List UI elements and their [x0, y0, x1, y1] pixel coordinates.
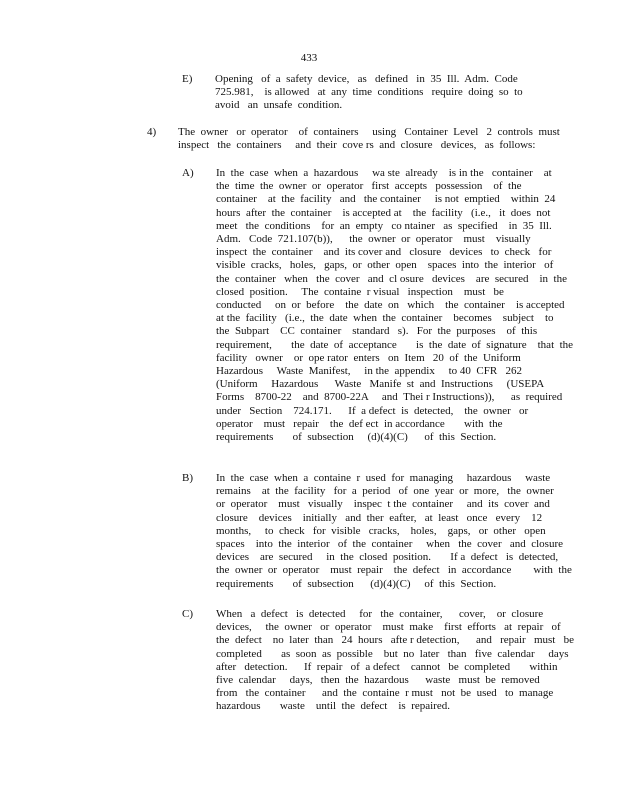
- text-line: operator must repair the def ect in accordance with the: [216, 417, 503, 430]
- text-line: (Uniform Hazardous Waste Manife st and Instructions (USEPA: [216, 378, 545, 391]
- text-line: the defect no later than 24 hours afte r detection, and repair must be: [216, 634, 574, 647]
- item-a-text: [216, 167, 574, 444]
- text-line: In the case when a hazardous wa ste already is in the container at: [216, 167, 552, 179]
- text-line: completed as soon as possible but no later than five calendar days: [216, 647, 569, 660]
- text-line: requirements of subsection (d)(4)(C) of this Section.: [216, 431, 497, 444]
- text-line: conducted on or before the date on which the container is accepted: [216, 299, 565, 312]
- item-e-marker: E): [182, 73, 193, 85]
- text-line: the Subpart CC container standard s). For the purposes of this: [216, 325, 538, 338]
- text-line: under Section 724.171. If a defect is detected, the owner or: [216, 404, 529, 417]
- text-line: closed position. The containe r visual inspection must be: [216, 285, 504, 298]
- text-line: spaces into the interior of the container when the cover and closure: [216, 538, 563, 551]
- item-b-text: [216, 472, 572, 591]
- text-line: the owner or operator must repair the defect in accordance with the: [216, 564, 572, 577]
- text-line: container at the facility and the container is not emptied within 24: [216, 193, 556, 206]
- text-line: avoid an unsafe condition.: [215, 99, 343, 112]
- text-line: 725.981, is allowed at any time conditions require doing so to: [215, 86, 523, 99]
- text-line: the container when the cover and cl osure devices are secured in the: [216, 272, 567, 285]
- text-line: Adm. Code 721.107(b)), the owner or operator must visually: [216, 233, 531, 246]
- text-line: after detection. If repair of a defect cannot be completed within: [216, 660, 558, 673]
- text-line: or operator must visually inspec t the container and its cover and: [216, 498, 550, 511]
- text-line: hours after the container is accepted at the facility (i.e., it does not: [216, 206, 551, 219]
- text-line: closure devices initially and ther eafter, at least once every 12: [216, 511, 543, 524]
- text-line: Opening of a safety device, as defined in 35 Ill. Adm. Code: [215, 73, 518, 85]
- text-line: Forms 8700-22 and 8700-22A and Thei r Instructions)), as required: [216, 391, 563, 404]
- text-line: five calendar days, then the hazardous waste must be removed: [216, 674, 540, 687]
- item-a-marker: A): [182, 167, 194, 179]
- text-line: In the case when a containe r used for managing hazardous waste: [216, 472, 551, 484]
- item-c-text: [216, 608, 574, 714]
- text-line: meet the conditions for an empty co ntainer as specified in 35 Ill.: [216, 219, 552, 232]
- text-line: When a defect is detected for the container, cover, or closure: [216, 608, 544, 620]
- item-e-text: [215, 73, 523, 113]
- text-line: Hazardous Waste Manifest, in the appendix to 40 CFR 262: [216, 365, 522, 378]
- text-line: requirement, the date of acceptance is the date of signature that the: [216, 338, 574, 351]
- item-4-marker: 4): [147, 126, 157, 138]
- text-line: inspect the container and its cover and closure devices to check for: [216, 246, 552, 259]
- text-line: requirements of subsection (d)(4)(C) of this Section.: [216, 577, 497, 590]
- text-line: facility owner or ope rator enters on Item 20 of the Uniform: [216, 351, 521, 364]
- text-line: the time the owner or operator first accepts possession of the: [216, 180, 522, 193]
- item-b-marker: B): [182, 472, 193, 484]
- text-line: inspect the containers and their cove rs and closure devices, as follows:: [178, 139, 536, 152]
- page-number: 433: [300, 52, 318, 64]
- text-line: at the facility (i.e., the date when the container becomes subject to: [216, 312, 554, 325]
- item-4-text: [178, 126, 560, 152]
- text-line: visible cracks, holes, gaps, or other open spaces into the interior of: [216, 259, 554, 272]
- text-line: The owner or operator of containers using Container Level 2 controls must: [178, 126, 560, 138]
- text-line: months, to check for visible cracks, holes, gaps, or other open: [216, 524, 546, 537]
- text-line: remains at the facility for a period of one year or more, the owner: [216, 485, 554, 498]
- text-line: hazardous waste until the defect is repaired.: [216, 700, 450, 713]
- text-line: from the container and the containe r must not be used to manage: [216, 687, 554, 700]
- text-line: devices, the owner or operator must make first efforts at repair of: [216, 621, 561, 634]
- item-c-marker: C): [182, 608, 193, 620]
- text-line: devices are secured in the closed position. If a defect is detected,: [216, 551, 559, 564]
